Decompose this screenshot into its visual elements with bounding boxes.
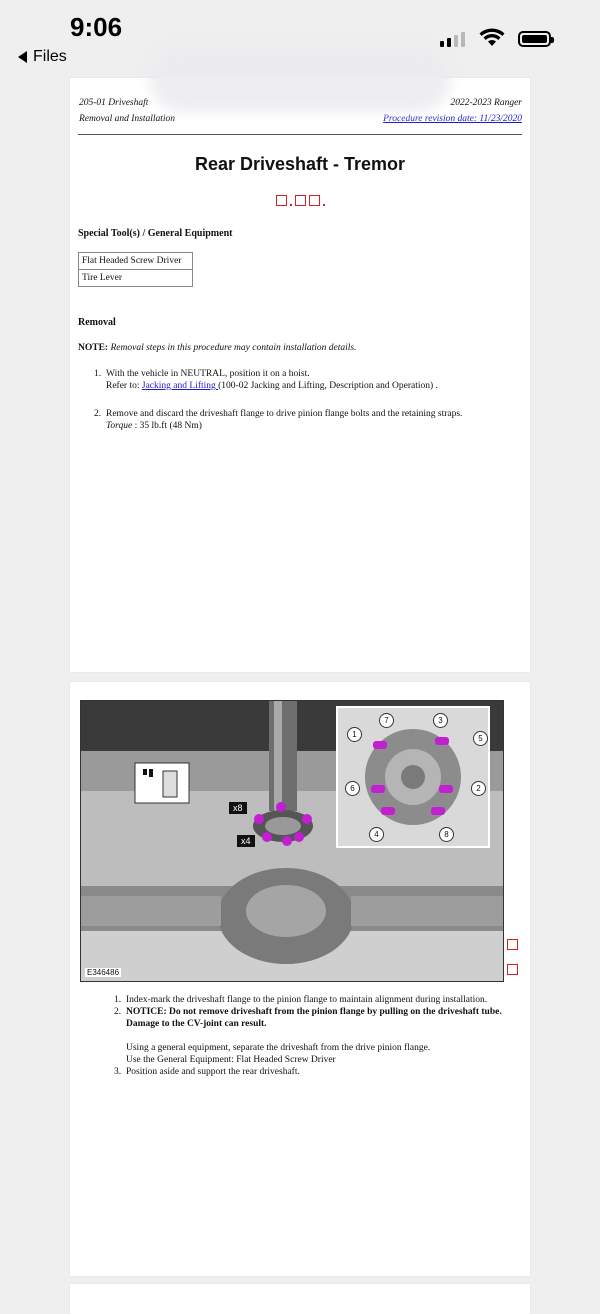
blurred-notification (150, 48, 450, 112)
broken-image-icon (507, 964, 518, 975)
header-subtitle: Removal and Installation (79, 114, 176, 124)
list-item: Use the General Equipment: Flat Headed Screw Driver (126, 1055, 336, 1065)
driveshaft-figure (80, 700, 504, 982)
broken-image-icon (507, 939, 518, 950)
driveshaft-illustration (81, 701, 503, 981)
callout: 7 (379, 713, 394, 728)
tools-table (78, 252, 193, 287)
revision-date-link[interactable]: Procedure revision date: 11/23/2020 (383, 114, 522, 124)
back-to-files-button[interactable] (18, 48, 67, 66)
multiplier-label: x4 (237, 835, 255, 847)
callout: 1 (347, 727, 362, 742)
multiplier-label: x8 (229, 802, 247, 814)
broken-image-icon (295, 195, 306, 206)
battery-icon (518, 31, 551, 47)
header-divider (78, 134, 522, 135)
broken-image-icon (309, 195, 320, 206)
cellular-signal-icon (440, 32, 465, 47)
list-item: 1. With the vehicle in NEUTRAL, position it on a hoist. Refer to: Jacking and Lifting (100-02 Jacking and Lifting, Description and Operation) . (94, 369, 438, 391)
list-item: 3. Position aside and support the rear driveshaft. (114, 1067, 300, 1077)
document-page-1 (70, 78, 530, 672)
removal-steps (90, 368, 520, 448)
callout: 6 (345, 781, 360, 796)
note-label: NOTE: (78, 343, 109, 353)
list-item: 2. Remove and discard the driveshaft flange to drive pinion flange bolts and the retaining straps. Torque : 35 lb.ft (48 Nm) (94, 409, 463, 431)
wifi-icon (478, 28, 506, 48)
note-text: Removal steps in this procedure may contain installation details. (110, 343, 357, 353)
callout: 3 (433, 713, 448, 728)
document-page-3 (70, 1284, 530, 1314)
back-arrow-icon (18, 51, 27, 63)
tool-cell: Flat Headed Screw Driver (79, 253, 193, 270)
header-vehicle: 2022-2023 Ranger (450, 98, 522, 108)
removal-substeps (110, 994, 518, 1078)
jacking-lifting-link[interactable]: Jacking and Lifting (141, 381, 219, 391)
header-section: 205-01 Driveshaft (79, 98, 149, 108)
tool-cell: Tire Lever (79, 270, 193, 287)
removal-heading: Removal (78, 317, 116, 328)
back-label: Files (33, 48, 67, 65)
callout: 4 (369, 827, 384, 842)
list-item: 2. NOTICE: Do not remove driveshaft from the pinion flange by pulling on the driveshaft tube. Damage to the CV-joint can result. (114, 1007, 502, 1029)
tools-heading: Special Tool(s) / General Equipment (78, 228, 233, 239)
list-item: 1. Index-mark the driveshaft flange to the pinion flange to maintain alignment during installation. (114, 995, 488, 1005)
missing-image-icons (276, 195, 325, 206)
document-title: Rear Driveshaft - Tremor (194, 154, 406, 174)
status-time: 9:06 (70, 12, 123, 42)
figure-id-label: E346486 (87, 968, 120, 977)
broken-image-icon (276, 195, 287, 206)
callout: 8 (439, 827, 454, 842)
document-page-2 (70, 682, 530, 1276)
callout: 2 (471, 781, 486, 796)
note (78, 343, 356, 353)
callout: 5 (473, 731, 488, 746)
list-item: Using a general equipment, separate the driveshaft from the drive pinion flange. (126, 1043, 431, 1053)
